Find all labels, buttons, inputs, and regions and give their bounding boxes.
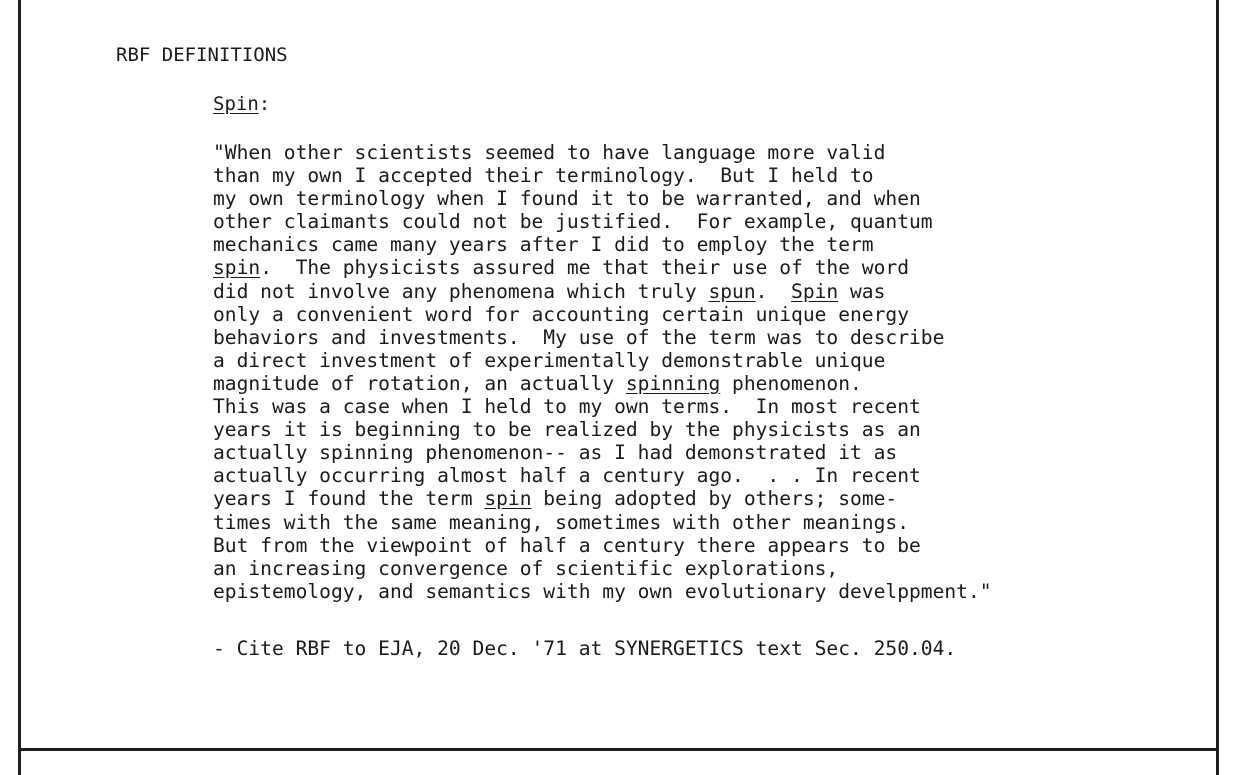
- quote-text: "When other scientists seemed to have language more valid: [213, 141, 886, 164]
- quote-text: times with the same meaning, sometimes with other meanings.: [213, 510, 909, 534]
- quote-text: But from the viewpoint of half a century there appears to be: [213, 533, 921, 557]
- quote-line: [213, 141, 992, 164]
- quote-text: actually spinning phenomenon-- as I had demonstrated it as: [213, 441, 898, 465]
- quote-text: actually occurring almost half a century ago. . . In recent: [213, 464, 921, 488]
- quote-line: [213, 326, 992, 349]
- quote-text: only a convenient word for accounting certain unique energy: [213, 302, 909, 326]
- quote-text: a direct investment of experimentally demonstrable unique: [213, 348, 886, 372]
- quote-line: [213, 418, 992, 441]
- quote-text: magnitude of rotation, an actually: [213, 371, 626, 395]
- underlined-word: spun: [708, 279, 756, 303]
- quote-line: [213, 441, 992, 464]
- quote-text: my own terminology when I found it to be warranted, and when: [213, 187, 921, 211]
- underlined-word: Spin: [791, 279, 839, 303]
- quote-line: [213, 256, 992, 279]
- quote-line: [213, 487, 992, 510]
- quote-line: [213, 464, 992, 487]
- quote-line: [213, 164, 992, 187]
- quote-text: than my own I accepted their terminology. But I held to: [213, 164, 874, 188]
- defined-term-colon: :: [258, 93, 271, 115]
- quote-line: [213, 349, 992, 372]
- quote-text: behaviors and investments. My use of the term was to describe: [213, 325, 945, 349]
- quote-line: [213, 210, 992, 233]
- quote-line: [213, 511, 992, 534]
- quote-line: [213, 233, 992, 256]
- underlined-word: spin: [213, 256, 261, 280]
- quote-text: other claimants could not be justified. For example, quantum: [213, 210, 933, 234]
- quote-text: epistemology, and semantics with my own evolutionary develppment.": [213, 579, 992, 603]
- quotation-body: [213, 141, 992, 603]
- quote-text: was: [838, 279, 886, 303]
- quote-text: years it is beginning to be realized by the physicists as an: [213, 418, 921, 442]
- quote-text: . The physicists assured me that their use of the word: [260, 256, 909, 280]
- underlined-word: spinning: [625, 371, 721, 395]
- quote-text: .: [755, 279, 792, 303]
- quote-line: [213, 580, 992, 603]
- quote-line: [213, 372, 992, 395]
- quote-text: phenomenon.: [720, 371, 862, 395]
- quote-line: [213, 303, 992, 326]
- quote-text: This was a case when I held to my own terms. In most recent: [213, 395, 921, 419]
- quote-text: years I found the term: [213, 487, 485, 511]
- quote-line: [213, 187, 992, 210]
- quote-line: [213, 557, 992, 580]
- quote-line: [213, 395, 992, 418]
- card-right-rule: [1216, 0, 1219, 775]
- quote-text: an increasing convergence of scientific explorations,: [213, 556, 839, 580]
- card-left-rule: [18, 0, 21, 775]
- quote-text: mechanics came many years after I did to employ the term: [213, 233, 874, 257]
- quote-line: [213, 280, 992, 303]
- defined-term-word: Spin: [213, 93, 259, 115]
- card-bottom-rule: [18, 748, 1219, 751]
- quote-line: [213, 534, 992, 557]
- quote-text: did not involve any phenomena which truly: [213, 279, 709, 303]
- quote-text: being adopted by others; some-: [531, 487, 898, 511]
- citation-line: - Cite RBF to EJA, 20 Dec. '71 at SYNERGETICS text Sec. 250.04.: [213, 637, 957, 660]
- defined-term: [213, 93, 270, 115]
- card-heading: RBF DEFINITIONS: [116, 44, 288, 66]
- underlined-word: spin: [484, 487, 532, 511]
